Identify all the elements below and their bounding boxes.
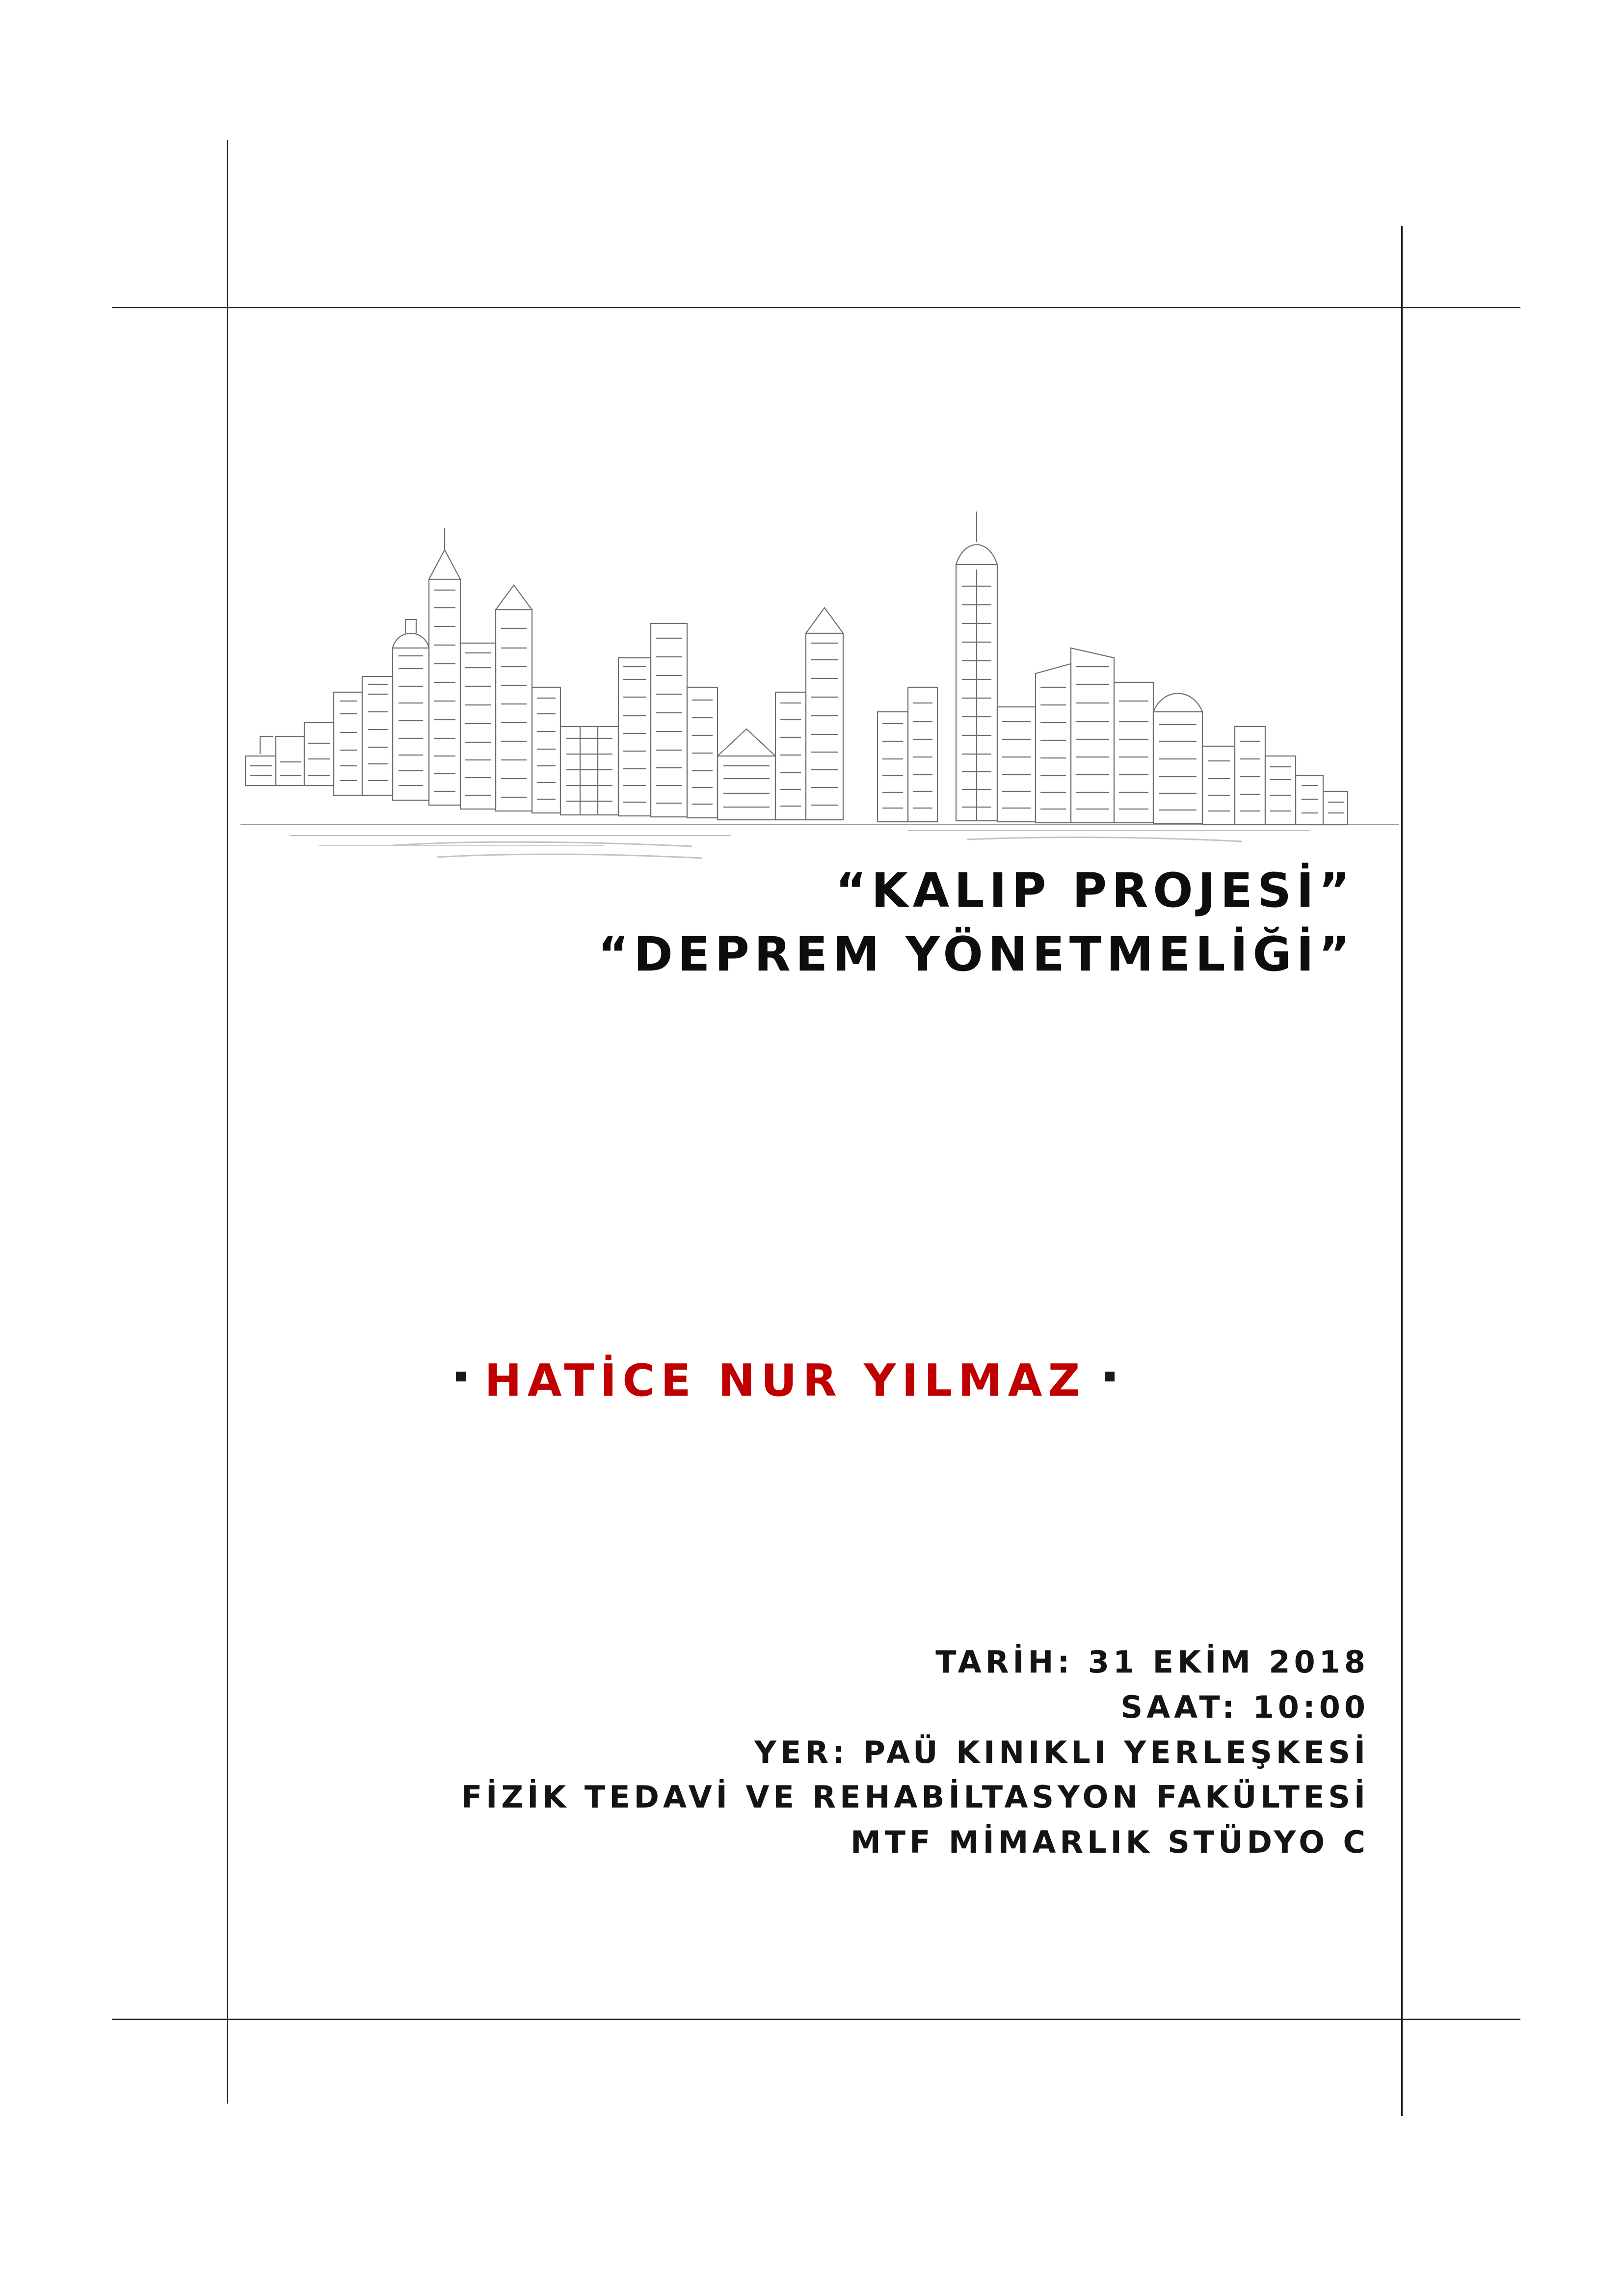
event-detail-studio: MTF MİMARLIK STÜDYO C <box>850 1824 1369 1860</box>
city-skyline-sketch-icon <box>231 481 1409 884</box>
event-detail-date: TARİH: 31 EKİM 2018 <box>935 1644 1369 1680</box>
bullet-square-left-icon <box>456 1372 466 1381</box>
event-details-block <box>177 1640 1369 1865</box>
poster-title-block <box>177 859 1355 986</box>
event-detail-place: YER: PAÜ KINIKLI YERLEŞKESİ <box>754 1734 1369 1770</box>
event-detail-time: SAAT: 10:00 <box>1120 1689 1369 1725</box>
presenter-name: HATİCE NUR YILMAZ <box>484 1355 1086 1406</box>
bullet-square-right-icon <box>1105 1372 1115 1381</box>
event-detail-faculty: FİZİK TEDAVİ VE REHABİLTASYON FAKÜLTESİ <box>461 1779 1369 1815</box>
poster-title-line-1: “KALIP PROJESİ” <box>835 863 1355 918</box>
poster-title-line-2: “DEPREM YÖNETMELİĞİ” <box>598 926 1355 982</box>
crop-line-horizontal-bottom <box>112 2019 1520 2020</box>
crop-line-horizontal-top <box>112 307 1520 308</box>
presenter-block <box>196 1355 1374 1406</box>
